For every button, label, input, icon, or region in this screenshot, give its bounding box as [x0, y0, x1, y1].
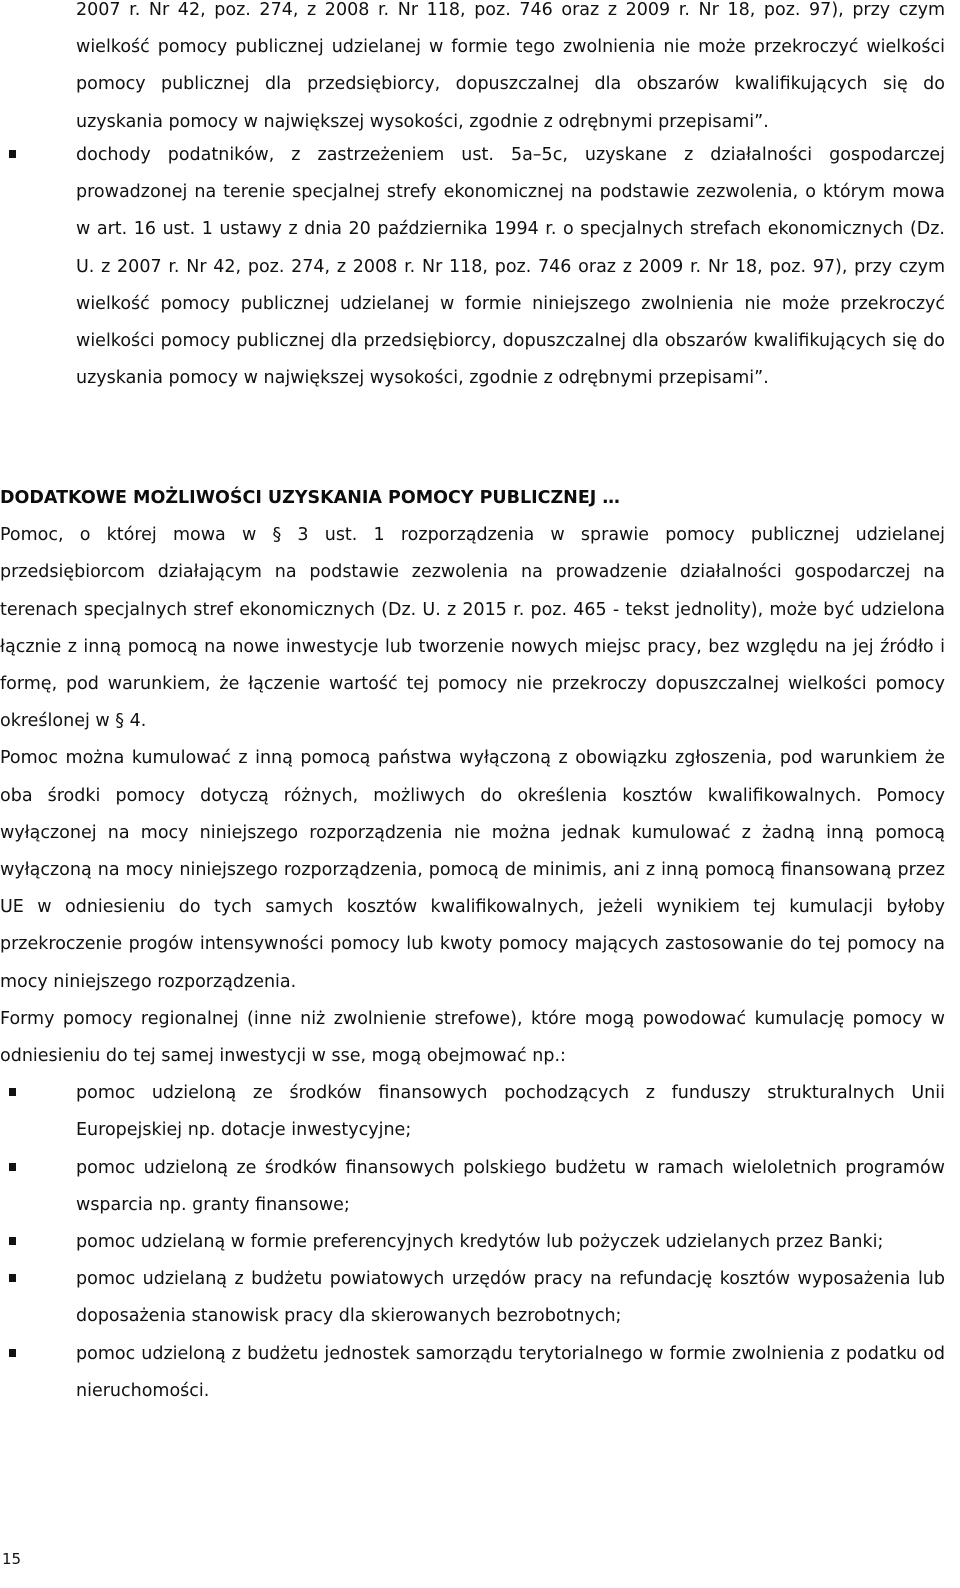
section-heading: DODATKOWE MOŻLIWOŚCI UZYSKANIA POMOCY PUBLICZNEJ …: [0, 488, 620, 508]
list-item: [0, 1224, 945, 1261]
list-item-text: pomoc udzieloną ze środków finansowych pochodzących z funduszy strukturalnych Unii Europejskiej np. dotacje inwestycyjne;: [76, 1083, 945, 1141]
bullet-square-icon: [9, 150, 16, 158]
bullet-square-icon: [9, 1237, 16, 1245]
list-item-text: pomoc udzielaną z budżetu powiatowych urzędów pracy na refundację kosztów wyposażenia lub doposażenia stanowisk pracy dla skierowanych bezrobotnych;: [76, 1269, 945, 1327]
income-bullet: [0, 137, 945, 397]
aid-forms-list: [0, 1075, 945, 1410]
bullet-square-icon: [9, 1349, 16, 1357]
list-item: [0, 1261, 945, 1335]
continued-paragraph: [0, 0, 945, 141]
list-item: [0, 1336, 945, 1410]
bullet-square-icon: [9, 1274, 16, 1282]
list-item: [0, 137, 945, 397]
list-item-text: pomoc udzieloną z budżetu jednostek samorządu terytorialnego w formie zwolnienia z podatku od nieruchomości.: [76, 1343, 945, 1401]
continued-paragraph-text: 2007 r. Nr 42, poz. 274, z 2008 r. Nr 118, poz. 746 oraz z 2009 r. Nr 18, poz. 97), przy czym wielkość pomocy publicznej udzielanej w formie tego zwolnienia nie może przekroczyć wielkości pomocy publicznej dla przedsiębiorcy, dopuszczalnej dla obszarów kwalifikujących się do uzyskania pomocy w największej wysokości, zgodnie z odrębnymi przepisami”.: [76, 0, 945, 132]
bullet-square-icon: [9, 1088, 16, 1096]
bullet-square-icon: [9, 1163, 16, 1171]
paragraph-cumulation-state-aid: Pomoc można kumulować z inną pomocą państwa wyłączoną z obowiązku zgłoszenia, pod warunkiem że oba środki pomocy dotyczą różnych, możliwych do określenia kosztów kwalifikowalnych. Pomocy wyłączonej na mocy niniejszego rozporządzenia nie można jednak kumulować z żadną inną pomocą wyłączoną na mocy niniejszego rozporządzenia, pomocą de minimis, ani z inną pomocą finansowaną przez UE w odniesieniu do tych samych kosztów kwalifikowalnych, jeżeli wynikiem tej kumulacji byłoby przekroczenie progów intensywności pomocy lub kwoty pomocy mających zastosowanie do tej pomocy na mocy niniejszego rozporządzenia.: [0, 748, 945, 992]
income-bullet-text: dochody podatników, z zastrzeżeniem ust. 5a–5c, uzyskane z działalności gospodarczej prowadzonej na terenie specjalnej strefy ekonomicznej na podstawie zezwolenia, o którym mowa w art. 16 ust. 1 ustawy z dnia 20 października 1994 r. o specjalnych strefach ekonomicznych (Dz. U. z 2007 r. Nr 42, poz. 274, z 2008 r. Nr 118, poz. 746 oraz z 2009 r. Nr 18, poz. 97), przy czym wielkość pomocy publicznej udzielanej w formie niniejszego zwolnienia nie może przekroczyć wielkości pomocy publicznej dla przedsiębiorcy, dopuszczalnej dla obszarów kwalifikujących się do uzyskania pomocy w największej wysokości, zgodnie z odrębnymi przepisami”.: [76, 145, 945, 389]
list-item-text: pomoc udzieloną ze środków finansowych polskiego budżetu w ramach wieloletnich programów wsparcia np. granty finansowe;: [76, 1157, 945, 1215]
list-item-text: pomoc udzielaną w formie preferencyjnych kredytów lub pożyczek udzielanych przez Banki;: [76, 1232, 884, 1253]
list-item: [0, 1075, 945, 1149]
paragraph-regional-aid-forms: Formy pomocy regionalnej (inne niż zwolnienie strefowe), które mogą powodować kumulację pomocy w odniesieniu do tej samej inwestycji w sse, mogą obejmować np.:: [0, 1008, 945, 1067]
page-number: 15: [2, 1550, 22, 1568]
paragraph-cumulation-sse: Pomoc, o której mowa w § 3 ust. 1 rozporządzenia w sprawie pomocy publicznej udzielanej przedsiębiorcom działającym na podstawie zezwolenia na prowadzenie działalności gospodarczej na terenach specjalnych stref ekonomicznych (Dz. U. z 2015 r. poz. 465 - tekst jednolity), może być udzielona łącznie z inną pomocą na nowe inwestycje lub tworzenie nowych miejsc pracy, bez względu na jej źródło i formę, pod warunkiem, że łączenie wartość tej pomocy nie przekroczy dopuszczalnej wielkości pomocy określonej w § 4.: [0, 525, 945, 732]
list-item: [0, 1150, 945, 1224]
main-section: [0, 480, 945, 1410]
